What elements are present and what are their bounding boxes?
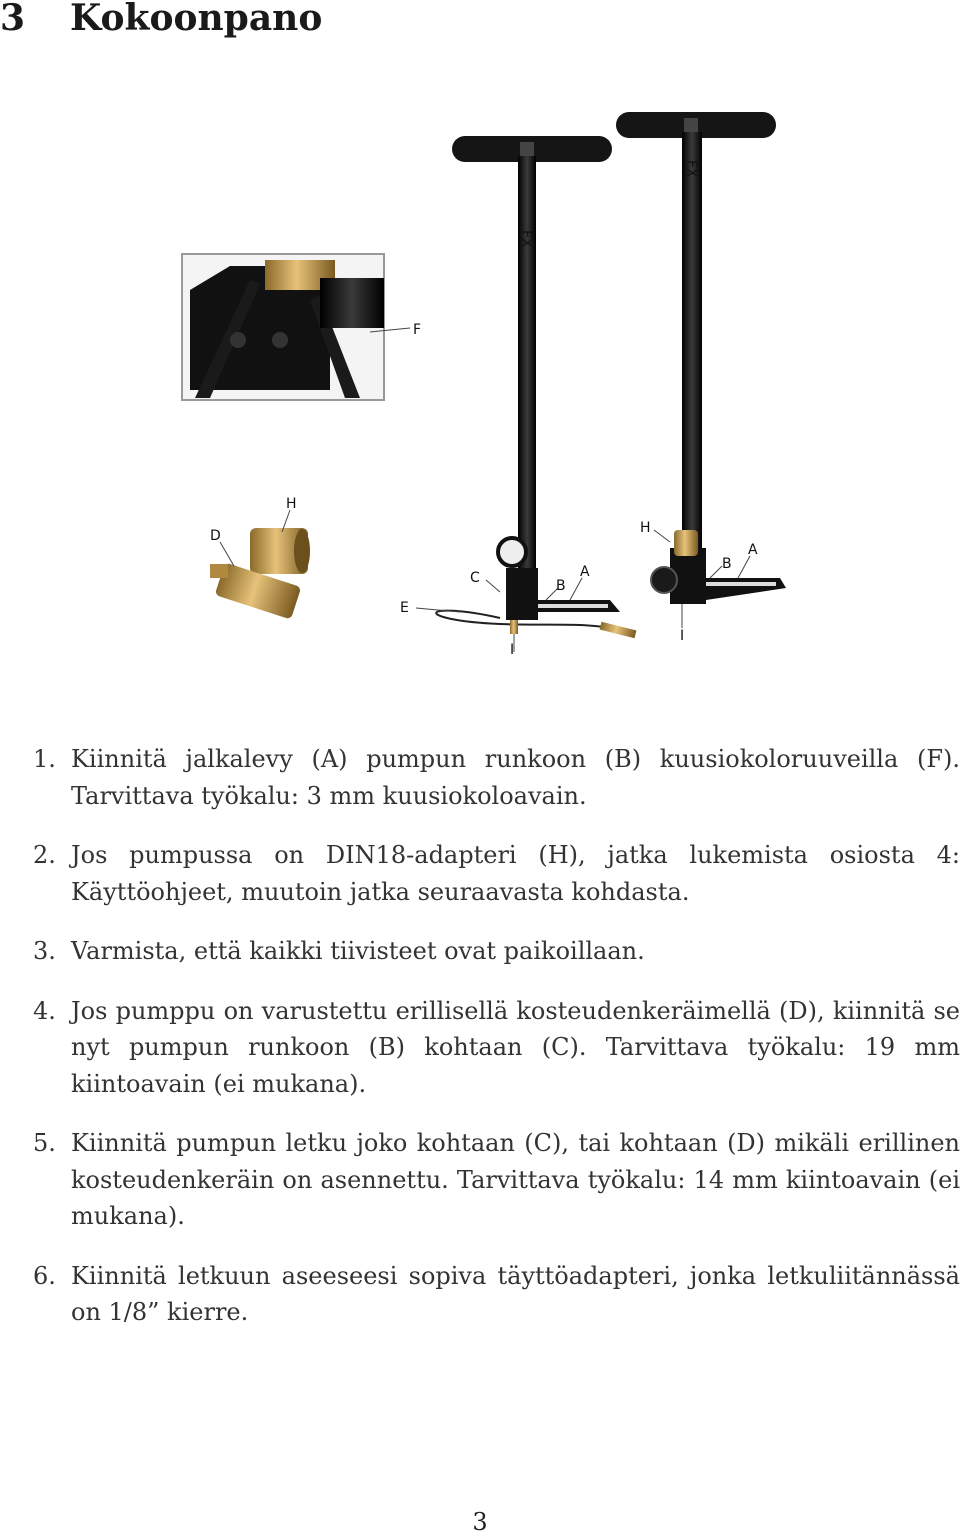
step-text: Kiinnitä jalkalevy (A) pumpun runkoon (B) kuusiokoloruuveilla (F). Tarvittava työkalu: 3 mm kuusiokoloavain. <box>71 745 960 810</box>
adapter-label-h: H <box>286 496 297 512</box>
left-brand-mark: FX <box>518 230 534 248</box>
left-label-e: E <box>400 600 409 616</box>
right-pump <box>616 112 786 644</box>
right-brand-mark: FX <box>683 160 699 178</box>
step-number: 6. <box>33 1261 56 1290</box>
list-item <box>0 837 960 910</box>
inset-detail <box>182 254 421 400</box>
step-number: 5. <box>33 1129 56 1157</box>
step-text: Jos pumpussa on DIN18-adapteri (H), jatka lukemista osiosta 4: Käyttöohjeet, muutoin jatka seuraavasta kohdasta. <box>71 841 960 906</box>
inset-label-f: F <box>413 322 422 338</box>
left-label-i: I <box>510 642 515 658</box>
step-text: Kiinnitä letkuun aseeseesi sopiva täyttöadapteri, jonka letkuliitännässä on 1/8” kierre. <box>71 1261 960 1326</box>
list-item <box>0 1258 960 1331</box>
list-item <box>0 933 960 970</box>
right-label-b: B <box>722 556 732 572</box>
left-label-c: C <box>470 570 480 586</box>
right-label-i: I <box>680 628 685 644</box>
pump-illustration <box>170 100 960 680</box>
section-heading <box>0 0 322 40</box>
step-number: 1. <box>33 745 56 773</box>
right-label-a: A <box>748 542 758 558</box>
step-number: 3. <box>33 937 56 965</box>
step-text: Varmista, että kaikki tiivisteet ovat paikoillaan. <box>71 937 645 965</box>
adapter-parts <box>210 496 310 620</box>
list-item <box>0 993 960 1103</box>
page-number: 3 <box>472 1508 488 1536</box>
section-number: 3 <box>0 0 26 39</box>
adapter-label-d: D <box>210 528 221 544</box>
section-title: Kokoonpano <box>70 0 323 39</box>
left-pump <box>400 136 636 658</box>
assembly-steps-list <box>0 741 960 1354</box>
left-label-b: B <box>556 578 566 594</box>
list-item <box>0 741 960 814</box>
step-text: Kiinnitä pumpun letku joko kohtaan (C), tai kohtaan (D) mikäli erillinen kosteudenkeräin on asennettu. Tarvittava työkalu: 14 mm kiintoavain (ei mukana). <box>71 1129 960 1230</box>
right-label-h: H <box>640 520 651 536</box>
list-item <box>0 1125 960 1235</box>
step-number: 2. <box>33 841 56 869</box>
step-text: Jos pumppu on varustettu erillisellä kosteudenkeräimellä (D), kiinnitä se nyt pumpun runkoon (B) kohtaan (C). Tarvittava työkalu: 19 mm kiintoavain (ei mukana). <box>71 996 960 1098</box>
pump-assembly-figure <box>170 100 960 680</box>
left-label-a: A <box>580 564 590 580</box>
step-number: 4. <box>33 996 56 1025</box>
